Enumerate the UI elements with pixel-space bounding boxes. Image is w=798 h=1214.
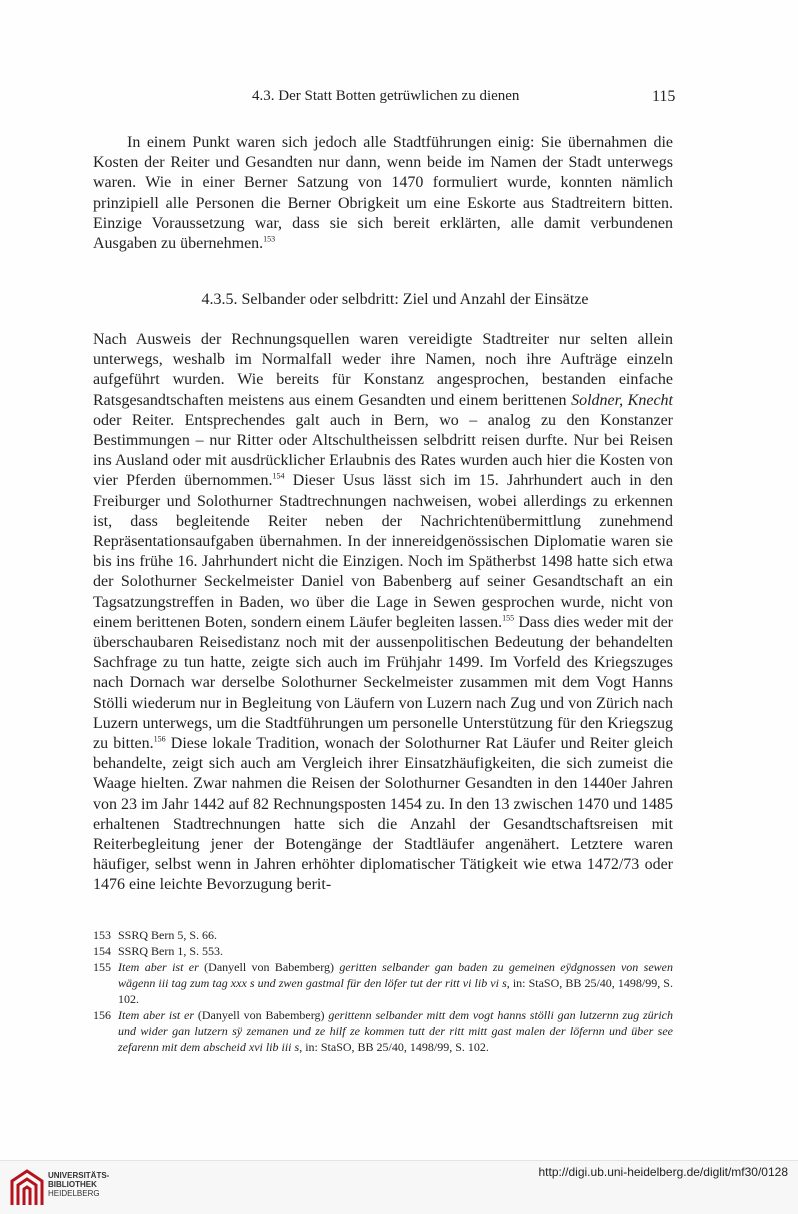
paragraph-2-text-4: Dass dies weder mit der überschaubaren Reisedistanz noch mit der aussenpolitischen Bedeutung der behandelten Sachfrage zu tun hatte, zeigte sich auch im Frühjahr 1499. Im Vorfeld des Kriegszuges nach Dornach war derselbe Solothurner Seckelmeister zusammen mit dem Vogt Hanns Stölli wiederum nur in Begleitung von Läufern von Luzern nach Zug und von Zürich nach Luzern unterwegs, um die Stadtführungen um personelle Unterstützung für den Kriegszug zu bitten. bbox=[93, 613, 674, 753]
footnote-number: 153 bbox=[93, 928, 111, 942]
paragraph-2 bbox=[93, 330, 673, 896]
paragraph-1 bbox=[93, 133, 673, 254]
footnote-ref-154[interactable]: 154 bbox=[272, 472, 285, 482]
running-head-title: 4.3. Der Statt Botten getrüwlichen zu dienen bbox=[252, 88, 520, 104]
footnote-italic: Item aber ist er bbox=[118, 960, 199, 974]
footnote-italic: Item aber ist er bbox=[118, 1008, 195, 1022]
page-number: 115 bbox=[652, 88, 676, 105]
library-name: UNIVERSITÄTS- BIBLIOTHEK HEIDELBERG bbox=[48, 1171, 110, 1198]
footnote-number: 156 bbox=[93, 1008, 111, 1022]
footnote-number: 154 bbox=[93, 944, 111, 958]
footnote-ref-153[interactable]: 153 bbox=[263, 234, 276, 244]
paragraph-1-text: In einem Punkt waren sich jedoch alle Stadtführungen einig: Sie übernahmen die Kosten der Reiter und Gesandten nur dann, wenn beide im Namen der Stadt unterwegs waren. Wie in einer Berner Satzung von 1470 formuliert wurde, konnten nämlich prinzipiell alle Personen die Berner Obrigkeit um eine Eskorte aus Stadtreitern bitten. Einzige Voraussetzung war, dass sie sich bereit erklärten, alle damit verbundenen Ausgaben zu übernehmen. bbox=[93, 134, 673, 253]
footnote-ref-156[interactable]: 156 bbox=[153, 734, 166, 744]
paragraph-2-text-3: Dieser Usus lässt sich im 15. Jahrhundert auch in den Freiburger und Solothurner Stadtrechnungen nachweisen, wobei allerdings zu erkennen ist, dass begleitende Reiter neben der Nachrichtenübermittlung zunehmend Repräsentationsaufgaben übernahmen. In der innereidgenössischen Diplomatie waren sie bis ins frühe 16. Jahrhundert nicht die Einzigen. Noch im Spätherbst 1498 hatte sich etwa der Solothurner Seckelmeister Daniel von Babenberg auf seiner Gesandtschaft an ein Tagsatzungstreffen in Baden, wo über die Lage in Sewen gesprochen wurde, nicht von einem berittenen Boten, sondern einem Läufer begleiten lassen. bbox=[93, 472, 674, 631]
footnote-text: SSRQ Bern 5, S. 66. bbox=[118, 928, 218, 942]
footnote-153 bbox=[93, 927, 673, 943]
viewer-footer bbox=[0, 1160, 798, 1214]
running-head bbox=[0, 88, 798, 108]
paragraph-2-text-5: Diese lokale Tradition, wonach der Solothurner Rat Läufer und Reiter gleich behandelte, zeigt sich auch am Vergleich ihrer Einsatzhäufigkeiten, die sich zumeist die Waage hielten. Zwar nahmen die Reisen der Solothurner Gesandten in den 1440er Jahren von 23 im Jahr 1442 auf 82 Rechnungsposten 1454 zu. In den 13 zwischen 1470 und 1485 erhaltenen Stadtrechnungen hatte sich die Anzahl der Gesandtschaftsreisen mit Reiterbegleitung jener der Botengänge der Stadtläufer angenähert. Letztere waren häufiger, selbst wenn in Jahren erhöhter diplomatischer Tätigkeit wie etwa 1472/73 oder 1476 eine leichte Bevorzugung berit- bbox=[93, 735, 674, 894]
footnote-155 bbox=[93, 959, 673, 1007]
library-logo-icon[interactable] bbox=[8, 1167, 46, 1207]
footnotes bbox=[93, 927, 673, 1055]
footnote-quote: gerittenn selbander mitt dem vogt hanns stölli gan lutzernn zug zürich und wider gan lutzern sÿ zemanen und ze hilf ze kommen tutt der ritt mitt gast malen der löfernn und über see zefarenn mit dem abscheid xvi lib iii s bbox=[118, 1008, 673, 1054]
footnote-number: 155 bbox=[93, 960, 111, 974]
paragraph-2-text-2: oder Reiter. Entsprechendes galt auch in Bern, wo – analog zu den Konstanzer Bestimmungen – nur Ritter oder Altschultheissen selbdritt reisen durfte. Nur bei Reisen ins Ausland oder mit ausdrücklicher Erlaubnis des Rates wurden auch hier die Kosten von vier Pferden übernommen. bbox=[93, 411, 673, 490]
section-heading-text: 4.3.5. Selbander oder selbdritt: Ziel und Anzahl der Einsätze bbox=[201, 291, 589, 308]
permalink-url[interactable]: http://digi.ub.uni-heidelberg.de/diglit/mf30/0128 bbox=[538, 1165, 788, 1179]
paragraph-2-text-1: Nach Ausweis der Rechnungsquellen waren vereidigte Stadtreiter nur selten allein unterwegs, weshalb im Normalfall weder ihre Namen, noch ihre Aufträge einzeln aufgeführt wurden. Wie bereits für Konstanz angesprochen, bestanden einfache Ratsgesandtschaften meistens aus einem Gesandten und einem berittenen bbox=[93, 331, 673, 409]
footnote-ref-155[interactable]: 155 bbox=[502, 613, 515, 623]
footnote-text: (Danyell von Babemberg) bbox=[194, 1008, 329, 1022]
footnote-source: , in: StaSO, BB 25/40, 1498/99, S. 102. bbox=[118, 976, 673, 1006]
footnote-source: , in: StaSO, BB 25/40, 1498/99, S. 102. bbox=[299, 1040, 489, 1054]
footnote-quote: geritten selbander gan baden zu gemeinen eÿdgnossen von sewen wägenn iii tag zum tag xxx s und zwen gastmal für den löfer tut der ritt vi lib vi s bbox=[118, 960, 674, 990]
footnote-text: SSRQ Bern 1, S. 553. bbox=[118, 944, 224, 958]
section-heading bbox=[0, 291, 798, 309]
footnote-text: (Danyell von Babemberg) bbox=[198, 960, 340, 974]
footnote-156 bbox=[93, 1007, 673, 1055]
footnote-154 bbox=[93, 943, 673, 959]
paragraph-2-italic: Soldner, Knecht bbox=[571, 391, 673, 409]
